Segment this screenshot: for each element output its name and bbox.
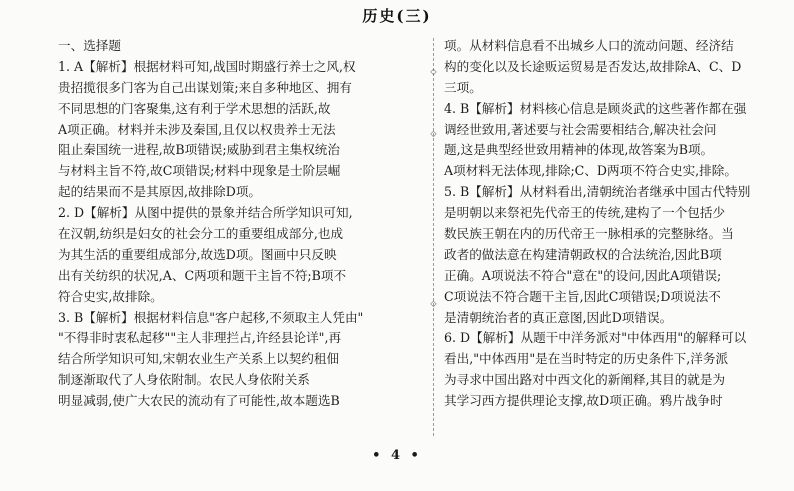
text-line: C项说法不符合题干主旨,因此C项错误;D项说法不: [444, 288, 721, 304]
text-line: A项材料无法体现,排除;C、D两项不符合史实,排除。: [444, 163, 737, 179]
text-line: 制逐渐取代了人身依附制。农民人身依附关系: [58, 372, 310, 388]
text-line: 出有关纺织的状况,A、C两项和题干主旨不符;B项不: [58, 267, 347, 283]
text-line: A项正确。材料并未涉及秦国,且仅以权贵养士无法: [58, 121, 336, 137]
text-line: 为寻求中国出路对中西文化的新阐释,其目的就是为: [444, 372, 726, 388]
text-line: 与材料主旨不符,故C项错误;材料中现象是士阶层崛: [58, 163, 341, 179]
section-heading: 一、选择题: [58, 38, 121, 53]
page-title: 历史(三): [362, 7, 432, 25]
text-line: 符合史实,故排除。: [58, 288, 163, 304]
divider-marker-icon: ◇: [430, 299, 437, 308]
text-line: 构的变化以及长途贩运贸易是否发达,故排除A、C、D: [444, 58, 742, 74]
text-line: 三项。: [444, 79, 482, 95]
column-divider: [433, 38, 434, 436]
text-line: 是明朝以来祭祀先代帝王的传统,建构了一个包括少: [444, 205, 726, 221]
text-line: 5. B【解析】从材料看出,清朝统治者继承中国古代特别: [444, 184, 751, 200]
text-line: 正确。A项说法不符合"意在"的设问,因此A项错误;: [444, 267, 722, 283]
text-line: 不同思想的门客聚集,这有利于学术思想的活跃,故: [58, 100, 331, 116]
text-line: 结合所学知识可知,宋朝农业生产关系上以契约租佃: [58, 351, 340, 367]
text-line: 阻止秦国统一进程,故B项错误;威胁到君主集权统治: [58, 142, 340, 158]
right-column: [444, 36, 780, 412]
text-line: 1. A【解析】根据材料可知,战国时期盛行养士之风,权: [58, 58, 356, 74]
text-line: 贵招揽很多门客为自己出谋划策;来自多种地区、拥有: [58, 79, 352, 95]
left-column: [58, 36, 426, 412]
text-line: 调经世致用,著述要与社会需要相结合,解决社会问: [444, 121, 717, 137]
text-line: 为其生活的重要组成部分,故选D项。图画中只反映: [58, 246, 337, 262]
text-line: 6. D【解析】从题干中洋务派对"中体西用"的解释可以: [444, 330, 747, 346]
text-line: 题,这是典型经世致用精神的体现,故答案为B项。: [444, 142, 714, 158]
divider-marker-icon: ◇: [430, 67, 437, 76]
text-line: 看出,"中体西用"是在当时特定的历史条件下,洋务派: [444, 351, 729, 367]
text-line: 4. B【解析】材料核心信息是顾炎武的这些著作都在强: [444, 100, 747, 116]
text-line: 数民族王朝在内的历代帝王一脉相承的完整脉络。当: [444, 226, 734, 242]
text-line: "不得非时衷私起移""主人非理拦占,许经县论详",再: [58, 330, 342, 346]
text-line: 3. B【解析】根据材料信息"客户起移,不须取主人凭由": [58, 309, 364, 325]
page-number: • 4 •: [372, 448, 422, 463]
text-line: 2. D【解析】从图中提供的景象并结合所学知识可知,: [58, 205, 353, 221]
text-line: 起的结果而不是其原因,故排除D项。: [58, 184, 262, 200]
text-line: 项。从材料信息看不出城乡人口的流动问题、经济结: [444, 38, 734, 53]
text-line: 是清朝统治者的真正意图,因此D项错误。: [444, 309, 673, 325]
divider-marker-icon: ◇: [430, 129, 437, 138]
text-line: 政者的做法意在构建清朝政权的合法统治,因此B项: [444, 246, 722, 262]
text-line: 在汉朝,纺织是妇女的社会分工的重要组成部分,也成: [58, 226, 344, 242]
text-line: 明显减弱,使广大农民的流动有了可能性,故本题选B: [58, 393, 340, 409]
text-line: 其学习西方提供理论支撑,故D项正确。鸦片战争时: [444, 393, 723, 409]
